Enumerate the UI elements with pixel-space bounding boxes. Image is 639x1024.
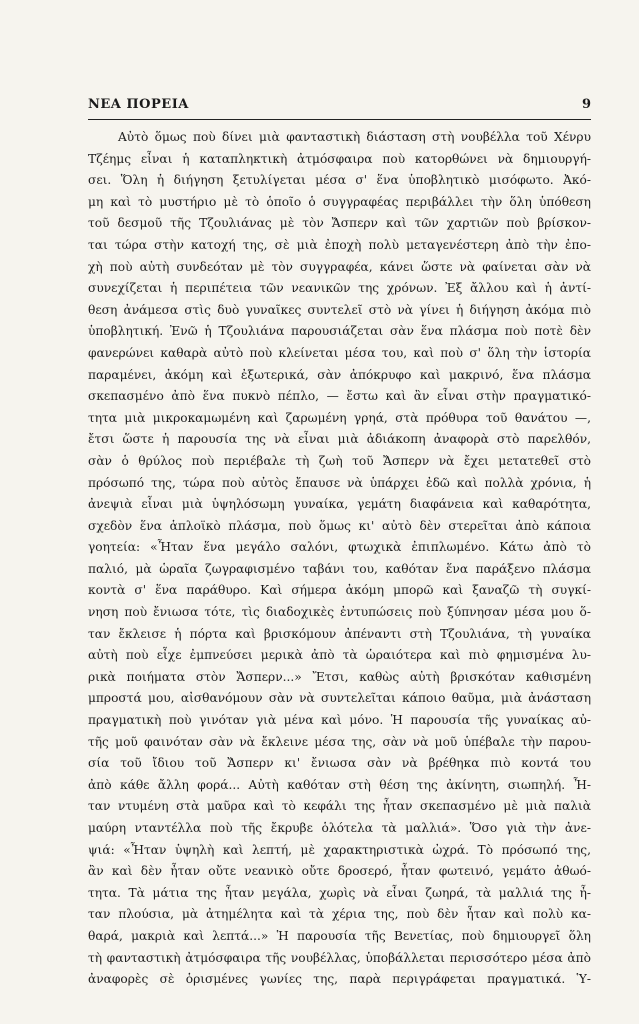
header-rule	[88, 119, 591, 120]
text-line: τητα μιὰ μικροκαμωμένη καὶ ζαρωμένη γρηά, στὰ πρόθυρα τοῦ θανάτου —,	[88, 410, 591, 425]
text-line: νηση ποὺ ἔνιωσα τότε, τὶς διαδοχικὲς ἐντυπώσεις ποὺ ξύπνησαν μέσα μου ὅ-	[88, 605, 591, 620]
text-line: μη καὶ τὸ μυστήριο μὲ τὸ ὁποῖο ὁ συγγραφέας περιβάλλει τὴν ὅλη ὑπόθεση	[88, 194, 591, 209]
text-line: ψιά: «Ἦταν ὑψηλὴ καὶ λεπτή, μὲ χαρακτηριστικὰ ὠχρά. Τὸ πρόσωπό της,	[88, 842, 591, 857]
text-line: σχεδὸν ἕνα ἁπλοϊκὸ πλάσμα, ποὺ ὅμως κι' αὐτὸ δὲν στερεῖται ἀπὸ κάποια	[88, 518, 591, 533]
text-line: σία τοῦ ἴδιου τοῦ Ἄσπερν κι' ἔνιωσα σὰν νὰ βρέθηκα πιὸ κοντά του	[88, 756, 591, 771]
text-line: σει. Ὅλη ἡ διήγηση ξετυλίγεται μέσα σ' ἕνα ὑποβλητικὸ μισόφωτο. Ἀκό-	[88, 173, 591, 188]
text-line: σκεπασμένο ἀπὸ ἕνα πυκνὸ πέπλο, — ἔστω καὶ ἂν εἶναι στὴν πραγματικό-	[88, 389, 591, 404]
text-line: ὑποβλητική. Ἐνῶ ἡ Τζουλιάνα παρουσιάζεται σὰν ἕνα πλάσμα ποὺ ποτὲ δὲν	[88, 324, 591, 339]
text-line: ταν ἔκλεισε ἡ πόρτα καὶ βρισκόμουν ἀπέναντι στὴ Τζουλιάνα, τὴ γυναίκα	[88, 626, 591, 641]
text-line: παλιό, μὰ ὡραῖα ζωγραφισμένο ταβάνι του, καθόταν ἕνα παράξενο πλάσμα	[88, 561, 591, 576]
text-line: μαύρη νταντέλλα ποὺ τῆς ἔκρυβε ὁλότελα τὰ μαλλιά». Ὅσο γιὰ τὴν ἀνε-	[88, 821, 591, 835]
text-line: ἀπὸ κάθε ἄλλη φορά... Αὐτὴ καθόταν στὴ θέση της ἀκίνητη, σιωπηλή. Ἦ-	[88, 777, 591, 792]
text-line: τητα. Τὰ μάτια της ἦταν μεγάλα, χωρὶς νὰ εἶναι ζωηρά, τὰ μαλλιά της ἦ-	[88, 885, 591, 900]
text-line: ταν πλούσια, μὰ ἀτημέλητα καὶ τὰ χέρια της, ποὺ δὲν ἦταν καὶ πολὺ κα-	[88, 907, 591, 922]
page-number: 9	[581, 97, 591, 112]
text-line: σὰν ὁ θρύλος ποὺ περιέβαλε τὴ ζωὴ τοῦ Ἄσπερν νὰ ἔχει μετατεθεῖ στὸ	[88, 453, 591, 468]
text-line: θεση ἀνάμεσα στὶς δυὸ γυναῖκες συντελεῖ στὸ νὰ γίνει ἡ διήγηση ἀκόμα πιὸ	[88, 302, 591, 317]
text-line: συνεχίζεται ἡ περιπέτεια τῶν νεανικῶν της χρόνων. Ἐξ ἄλλου καὶ ἡ ἀντί-	[88, 281, 591, 296]
text-line: πρόσωπό της, τώρα ποὺ αὐτὸς ἔπαυσε νὰ ὑπάρχει ἐδῶ καὶ πολλὰ χρόνια, ἡ	[88, 475, 591, 490]
page-header	[88, 97, 591, 119]
text-line: ἂν καὶ δὲν ἦταν οὔτε νεανικὸ οὔτε δροσερό, ἦταν φωτεινό, γεμάτο ἀθωό-	[88, 864, 591, 879]
text-line: γοητεία: «Ἦταν ἕνα μεγάλο σαλόνι, φτωχικὰ ἐπιπλωμένο. Κάτω ἀπὸ τὸ	[88, 540, 591, 555]
text-line: μπροστά μου, αἰσθανόμουν σὰν νὰ συντελεῖται κάποιο θαῦμα, μιὰ ἀνάσταση	[88, 691, 591, 706]
text-line: ἀναφορὲς σὲ ὁρισμένες γωνίες της, παρὰ περιγράφεται πραγματικά. Ὑ-	[88, 972, 591, 987]
text-line: τοῦ δεσμοῦ τῆς Τζουλιάνας μὲ τὸν Ἄσπερν καὶ τῶν χαρτιῶν ποὺ βρίσκον-	[88, 216, 591, 231]
text-line: ἀνεψιὰ εἶναι μιὰ ὑψηλόσωμη γυναίκα, γεμάτη διαφάνεια καὶ καθαρότητα,	[88, 497, 591, 512]
text-line: πραγματικὴ ποὺ γινόταν γιὰ μένα καὶ μόνο. Ἡ παρουσία τῆς γυναίκας αὐ-	[88, 713, 591, 728]
text-line: αὐτὴ ποὺ εἶχε ἐμπνεύσει μερικὰ ἀπὸ τὰ ὡραιότερα καὶ πιὸ φημισμένα λυ-	[88, 648, 591, 663]
text-line: Τζέημς εἶναι ἡ καταπληκτικὴ ἀτμόσφαιρα ποὺ κατορθώνει νὰ δημιουργή-	[88, 151, 591, 166]
text-line: φανερώνει καθαρὰ αὐτὸ ποὺ κλείνεται μέσα του, καὶ ποὺ σ' ὅλη τὴν ἱστορία	[88, 345, 591, 360]
running-title: ΝΕΑ ΠΟΡΕΙΑ	[88, 97, 189, 112]
text-line: τῆς μοῦ φαινόταν σὰν νὰ ἔκλεινε μέσα της, σὰν νὰ μοῦ ὑπέβαλε τὴν παρου-	[88, 734, 591, 749]
body-paragraph	[88, 127, 591, 991]
text-line: τὴ φανταστικὴ ἀτμόσφαιρα τῆς νουβέλλας, ὑποβάλλεται περισσότερο μέσα ἀπὸ	[88, 950, 591, 965]
text-line: παραμένει, ἀκόμη καὶ ἐξωτερικά, σὰν ἀπόκρυφο καὶ μακρινό, ἕνα πλάσμα	[88, 367, 591, 382]
text-line: ρικὰ ποιήματα στὸν Ἄσπερν...» Ἔτσι, καθὼς αὐτὴ βρισκόταν καθισμένη	[88, 669, 591, 684]
text-line: χὴ ποὺ αὐτὴ συνδεόταν μὲ τὸν συγγραφέα, κάνει ὥστε νὰ φαίνεται σὰν νὰ	[88, 259, 591, 274]
text-line: κοντὰ σ' ἕνα παράθυρο. Καὶ σήμερα ἀκόμη μπορῶ καὶ ξαναζῶ τὴ συγκί-	[88, 583, 591, 598]
text-line: ται τώρα στὴν κατοχή της, σὲ μιὰ ἐποχὴ πολὺ μεταγενέστερη ἀπὸ τὴν ἐπο-	[88, 237, 591, 252]
text-line: ἔτσι ὥστε ἡ παρουσία της νὰ εἶναι μιὰ ἀδιάκοπη ἀναφορὰ στὸ παρελθόν,	[88, 432, 591, 447]
text-line: θαρά, μακριὰ καὶ λεπτά...» Ἡ παρουσία τῆς Βενετίας, ποὺ δημιουργεῖ ὅλη	[88, 928, 591, 943]
text-line: ταν ντυμένη στὰ μαῦρα καὶ τὸ κεφάλι της ἦταν σκεπασμένο μὲ μιὰ παλιὰ	[88, 799, 591, 814]
text-line: Αὐτὸ ὅμως ποὺ δίνει μιὰ φανταστικὴ διάσταση στὴ νουβέλλα τοῦ Χένρυ	[118, 130, 591, 144]
